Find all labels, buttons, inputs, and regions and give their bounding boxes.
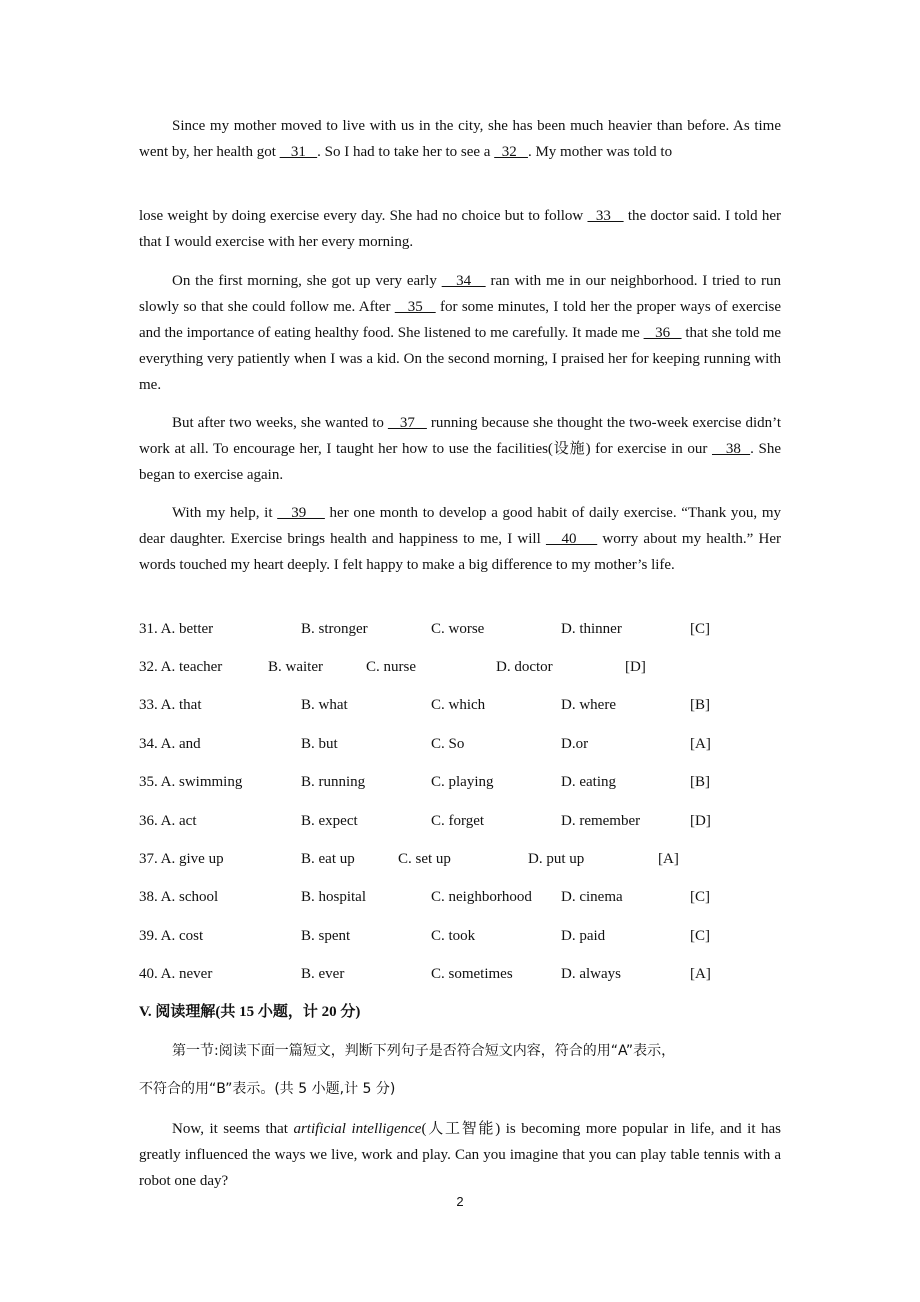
- option-a: 35. A. swimming: [139, 774, 243, 790]
- answer-key: [C]: [690, 621, 710, 637]
- question-row-32: [139, 656, 781, 678]
- option-c: C. nurse: [366, 659, 416, 675]
- option-c: C. So: [431, 736, 465, 752]
- text-run: lose weight by doing exercise every day. She had no choice but to follow: [139, 208, 588, 224]
- answer-key: [A]: [690, 966, 711, 982]
- text-run: With my help, it: [172, 505, 278, 521]
- answer-key: [B]: [690, 774, 710, 790]
- text-run: worry about my health.” Her words touched my heart deeply. I felt happy to make a big difference to my mother’s life.: [139, 531, 782, 573]
- option-c: C. forget: [431, 813, 485, 829]
- blank-40: 40: [545, 531, 598, 547]
- text-run: . She began to exercise again.: [139, 441, 782, 483]
- option-a: 33. A. that: [139, 697, 202, 713]
- text-run: that she told me everything very patiently when I was a kid. On the second morning, I praised her for keeping running with me.: [139, 325, 782, 393]
- option-d: D. remember: [561, 813, 641, 829]
- section-heading: V. 阅读理解(共 15 小题，计 20 分): [139, 1004, 361, 1020]
- text-run: ran with me in our neighborhood. I tried to run slowly so that she could follow me. After: [139, 273, 781, 315]
- blank-37: 37: [387, 415, 427, 431]
- option-a: 40. A. never: [139, 966, 213, 982]
- option-d: D. paid: [561, 928, 606, 944]
- text-run: On the first morning, she got up very early: [172, 273, 442, 289]
- option-d: D. doctor: [496, 659, 553, 675]
- blank-31: 31: [279, 144, 318, 160]
- option-b: B. spent: [301, 928, 351, 944]
- answer-key: [C]: [690, 928, 710, 944]
- question-row-38: [139, 886, 781, 908]
- option-b: B. hospital: [301, 889, 367, 905]
- passage-paragraph-1-cont: [139, 203, 781, 255]
- option-b: B. expect: [301, 813, 358, 829]
- answer-key: [C]: [690, 889, 710, 905]
- text-run: (人工智能) is becoming more popular in life, and it has greatly influenced the ways we live, work and play. Can you imagine that you can play table tennis with a robot one day?: [139, 1121, 781, 1189]
- option-b: B. but: [301, 736, 338, 752]
- option-b: B. running: [301, 774, 366, 790]
- section-instruction-line-2: 不符合的用“B”表示。(共 5 小题,计 5 分): [139, 1081, 396, 1097]
- option-d: D. always: [561, 966, 621, 982]
- question-row-40: [139, 963, 781, 985]
- answer-key: [B]: [690, 697, 710, 713]
- question-row-34: [139, 733, 781, 755]
- option-a: 37. A. give up: [139, 851, 224, 867]
- page-number: 2: [456, 1194, 464, 1209]
- option-c: C. which: [431, 697, 486, 713]
- option-b: B. what: [301, 697, 348, 713]
- passage-paragraph-2: [139, 268, 781, 398]
- italic-term: artificial intelligence: [293, 1121, 422, 1137]
- text-run: . So I had to take her to see a: [317, 144, 495, 160]
- option-c: C. sometimes: [431, 966, 513, 982]
- answer-key: [D]: [690, 813, 711, 829]
- option-c: C. playing: [431, 774, 494, 790]
- option-a: 36. A. act: [139, 813, 197, 829]
- option-d: D.or: [561, 736, 589, 752]
- passage-paragraph-1: [139, 113, 781, 165]
- option-c: C. set up: [398, 851, 451, 867]
- answer-key: [A]: [658, 851, 679, 867]
- text-run: running because she thought the two-week exercise didn’t work at all. To encourage her, I taught her how to use the facilities(设施) for exercise in our: [139, 415, 782, 457]
- passage-paragraph-3: [139, 410, 781, 488]
- text-run: But after two weeks, she wanted to: [172, 415, 388, 431]
- question-row-31: [139, 618, 781, 640]
- text-run: for some minutes, I told her the proper ways of exercise and the importance of eating healthy food. She listened to me carefully. It made me: [139, 299, 782, 341]
- option-a: 39. A. cost: [139, 928, 204, 944]
- blank-39: 39: [277, 505, 325, 521]
- option-a: 34. A. and: [139, 736, 201, 752]
- text-run: the doctor said. I told her that I would exercise with her every morning.: [139, 208, 782, 250]
- question-row-37: [139, 848, 781, 870]
- answer-key: [D]: [625, 659, 646, 675]
- option-a: 32. A. teacher: [139, 659, 223, 675]
- question-row-33: [139, 694, 781, 716]
- question-row-36: [139, 810, 781, 832]
- option-d: D. cinema: [561, 889, 623, 905]
- passage-paragraph-4: [139, 500, 781, 578]
- text-run: . My mother was told to: [527, 144, 673, 160]
- option-b: B. ever: [301, 966, 345, 982]
- blank-36: 36: [643, 325, 682, 341]
- option-b: B. eat up: [301, 851, 355, 867]
- option-c: C. took: [431, 928, 476, 944]
- blank-32: 32: [494, 144, 528, 160]
- option-d: D. put up: [528, 851, 585, 867]
- option-c: C. worse: [431, 621, 485, 637]
- option-a: 31. A. better: [139, 621, 214, 637]
- option-a: 38. A. school: [139, 889, 219, 905]
- blank-33: 33: [587, 208, 624, 224]
- text-run: Now, it seems that: [172, 1121, 294, 1137]
- question-row-35: [139, 771, 781, 793]
- blank-38: 38: [711, 441, 751, 457]
- text-run: Since my mother moved to live with us in the city, she has been much heavier than before. As time went by, her health got: [139, 118, 781, 160]
- option-b: B. stronger: [301, 621, 368, 637]
- section-instruction-line-1: 第一节:阅读下面一篇短文，判断下列句子是否符合短文内容，符合的用“A”表示，: [172, 1043, 676, 1059]
- blank-34: 34: [441, 273, 486, 289]
- option-d: D. where: [561, 697, 616, 713]
- text-run: her one month to develop a good habit of daily exercise. “Thank you, my dear daughter. Exercise brings health and happiness to me, I will: [139, 505, 781, 547]
- answer-key: [A]: [690, 736, 711, 752]
- reading-paragraph: [139, 1116, 781, 1194]
- blank-35: 35: [394, 299, 436, 315]
- option-c: C. neighborhood: [431, 889, 532, 905]
- question-row-39: [139, 925, 781, 947]
- option-d: D. eating: [561, 774, 616, 790]
- option-d: D. thinner: [561, 621, 622, 637]
- option-b: B. waiter: [268, 659, 323, 675]
